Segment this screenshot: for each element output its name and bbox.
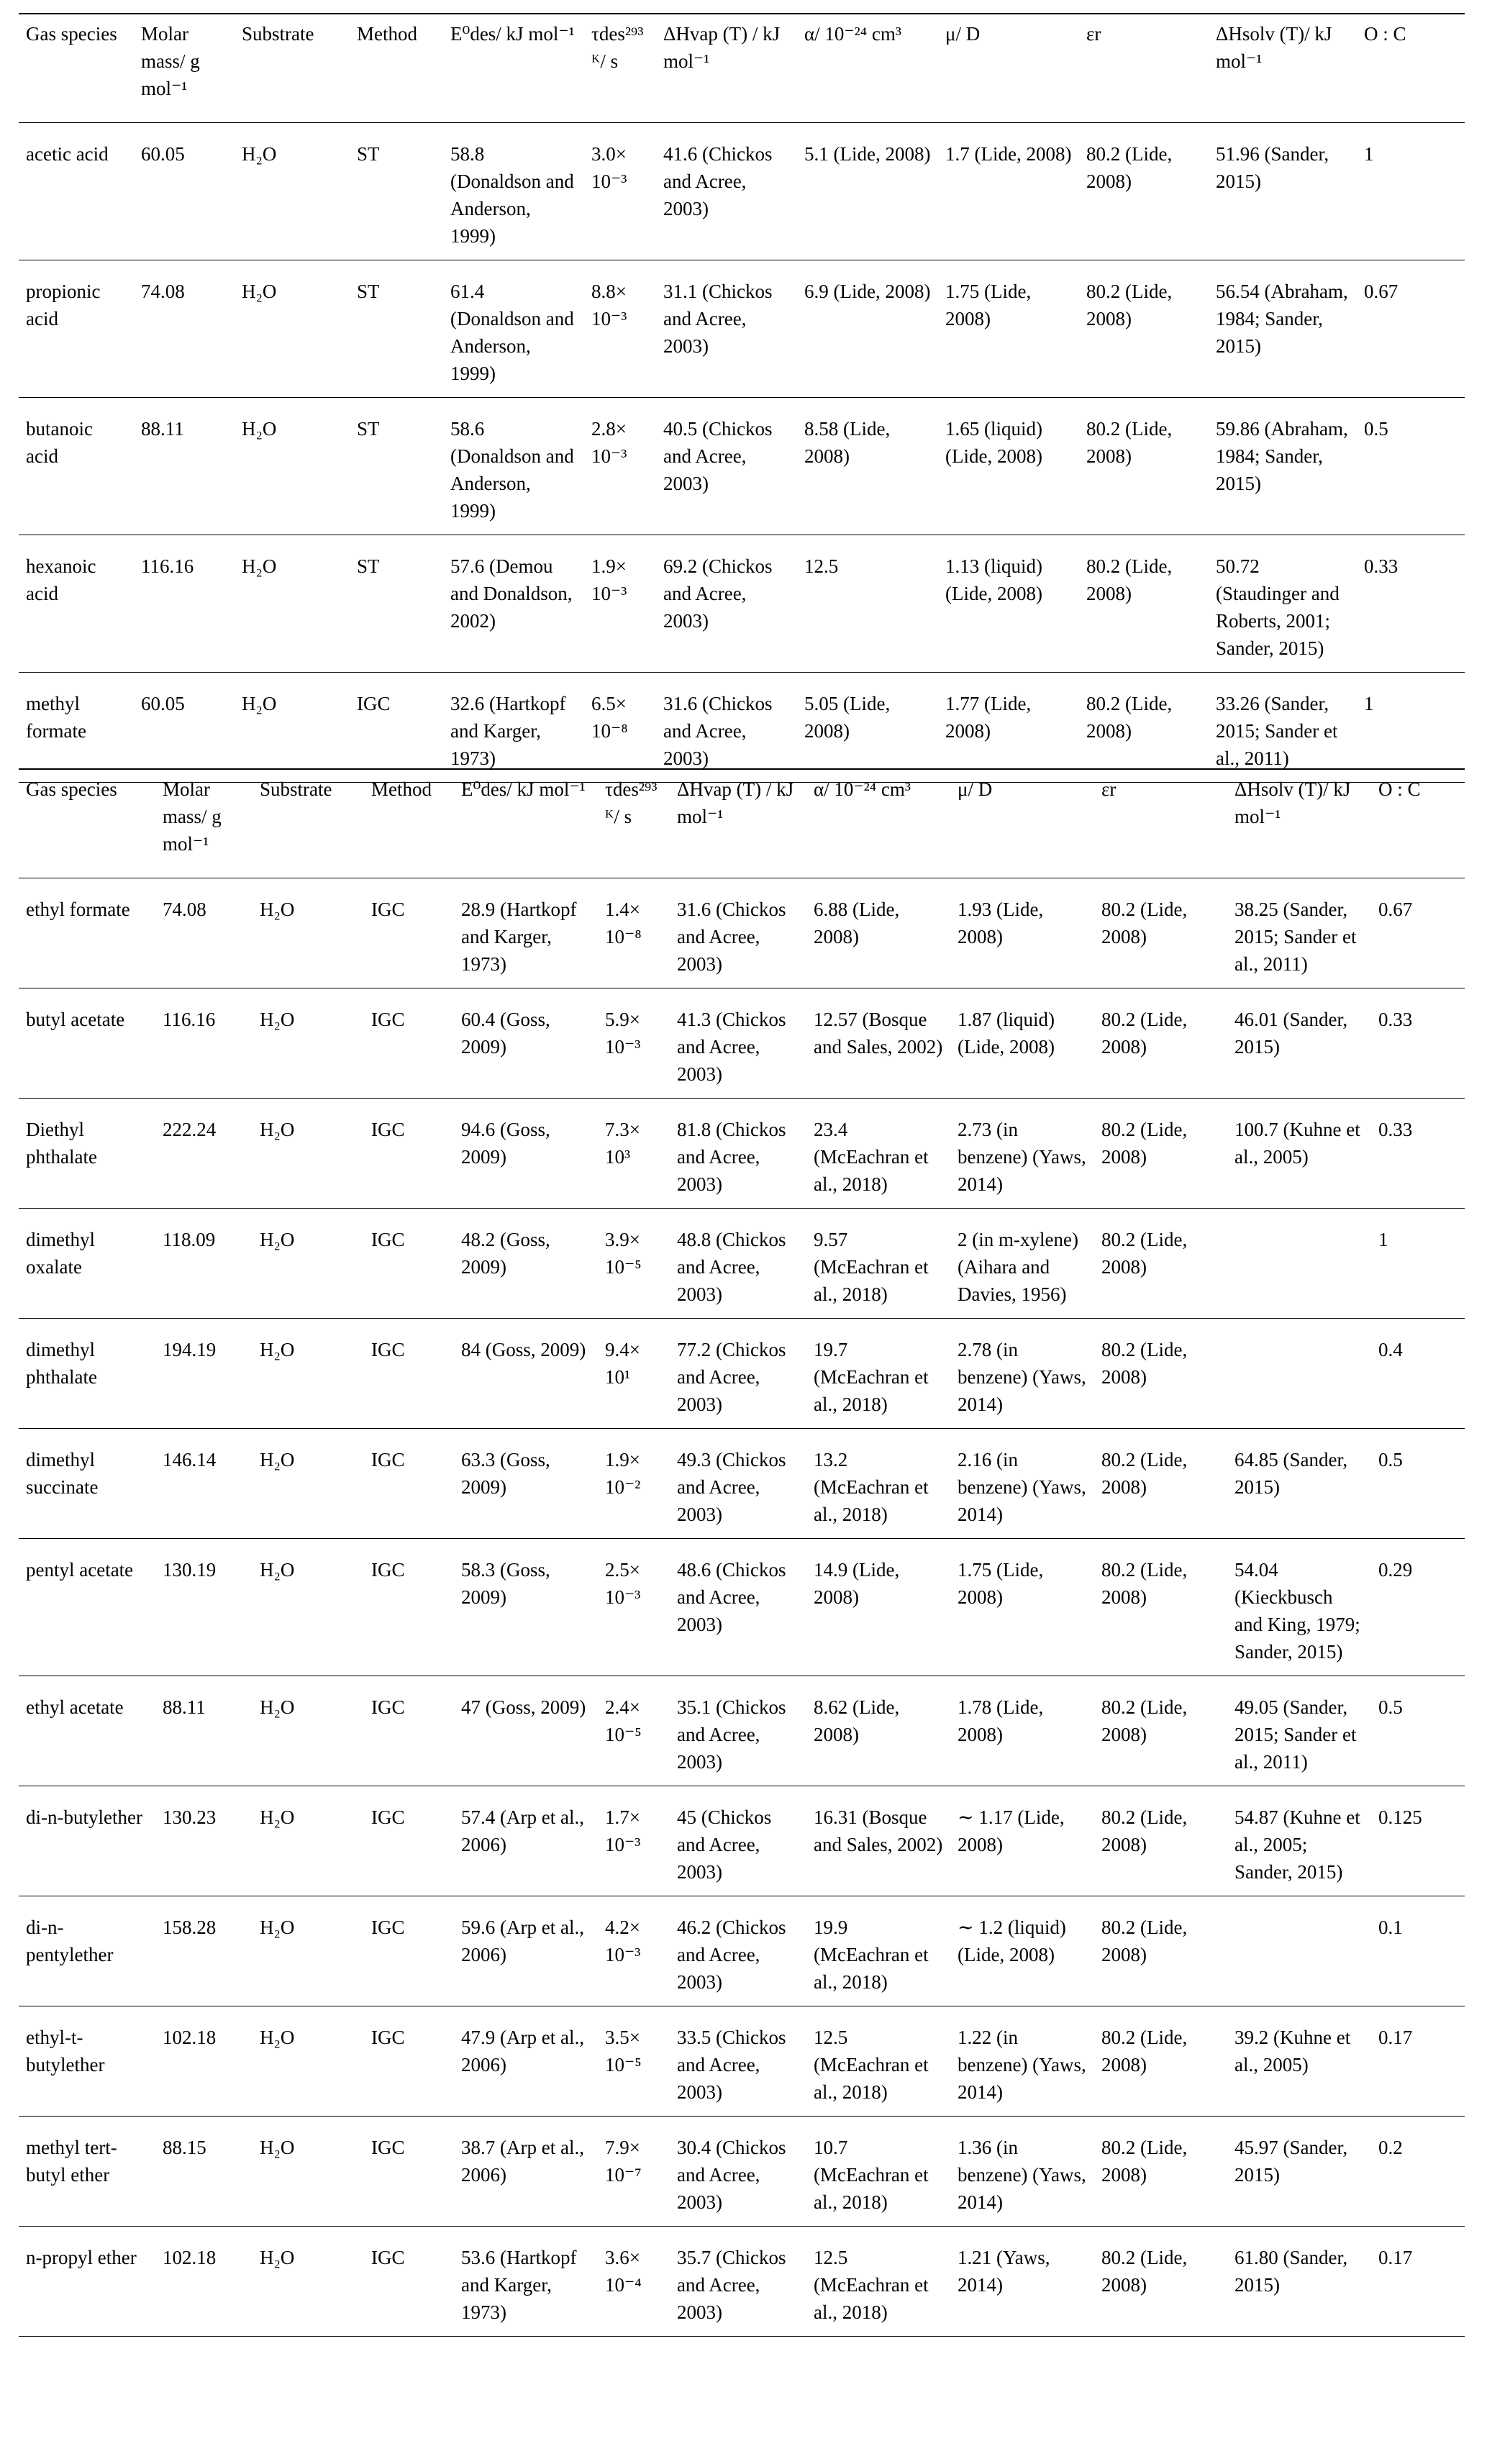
substrate-cell: H₂O [260, 1449, 295, 1470]
polarizability-cell: 23.4 (McEachran et al., 2018) [814, 1119, 929, 1195]
solvation-enthalpy-cell: 50.72 (Staudinger and Roberts, 2001; Sander, 2015) [1216, 555, 1340, 659]
vaporization-enthalpy-cell: 33.5 (Chickos and Acree, 2003) [677, 2027, 786, 2103]
dipole-moment-cell: 1.13 (liquid) (Lide, 2008) [945, 555, 1042, 604]
oc-ratio-cell: 0.17 [1378, 2027, 1413, 2048]
gas-species-cell: methyl tert-butyl ether [26, 2137, 117, 2186]
table-row [19, 1896, 1465, 2006]
desorption-lifetime-cell: 3.9× 10⁻⁵ [605, 1229, 642, 1278]
header-desorption-energy: E⁰des/ kJ mol⁻¹ [461, 778, 586, 800]
polarizability-cell: 9.57 (McEachran et al., 2018) [814, 1229, 929, 1305]
permittivity-cell: 80.2 (Lide, 2008) [1101, 1917, 1188, 1965]
polarizability-cell: 13.2 (McEachran et al., 2018) [814, 1449, 929, 1525]
solvation-enthalpy-cell: 33.26 (Sander, 2015; Sander et al., 2011) [1216, 693, 1338, 769]
permittivity-cell: 80.2 (Lide, 2008) [1101, 2247, 1188, 2296]
molar-mass-cell: 222.24 [163, 1119, 217, 1140]
dipole-moment-cell: ∼ 1.2 (liquid) (Lide, 2008) [958, 1917, 1066, 1965]
polarizability-cell: 12.57 (Bosque and Sales, 2002) [814, 1009, 943, 1058]
substrate-cell: H₂O [242, 418, 277, 440]
solvation-enthalpy-cell: 49.05 (Sander, 2015; Sander et al., 2011) [1234, 1696, 1357, 1773]
permittivity-cell: 80.2 (Lide, 2008) [1101, 1696, 1188, 1745]
desorption-energy-cell: 58.6 (Donaldson and Anderson, 1999) [450, 418, 574, 522]
desorption-lifetime-cell: 9.4× 10¹ [605, 1339, 640, 1388]
table-row [19, 2117, 1465, 2227]
header-substrate: Substrate [242, 23, 314, 45]
dipole-moment-cell: 1.21 (Yaws, 2014) [958, 2247, 1050, 2296]
dipole-moment-cell: 1.75 (Lide, 2008) [945, 281, 1032, 329]
header-permittivity: εr [1101, 778, 1117, 800]
desorption-lifetime-cell: 1.9× 10⁻³ [591, 555, 627, 604]
table-body [19, 878, 1465, 2337]
oc-ratio-cell: 0.33 [1378, 1009, 1413, 1030]
dipole-moment-cell: 1.77 (Lide, 2008) [945, 693, 1032, 742]
desorption-energy-cell: 57.4 (Arp et al., 2006) [461, 1806, 584, 1855]
molar-mass-cell: 116.16 [141, 555, 194, 577]
oc-ratio-cell: 0.67 [1378, 899, 1413, 920]
table-row [19, 1786, 1465, 1896]
properties-table-part-2 [19, 768, 1465, 2337]
permittivity-cell: 80.2 (Lide, 2008) [1101, 899, 1188, 947]
dipole-moment-cell: 1.93 (Lide, 2008) [958, 899, 1044, 947]
desorption-lifetime-cell: 1.9× 10⁻² [605, 1449, 641, 1498]
method-cell: ST [357, 143, 380, 165]
molar-mass-cell: 130.23 [163, 1806, 217, 1828]
desorption-lifetime-cell: 1.7× 10⁻³ [605, 1806, 641, 1855]
header-gas-species: Gas species [26, 778, 117, 800]
vaporization-enthalpy-cell: 31.6 (Chickos and Acree, 2003) [677, 899, 786, 975]
polarizability-cell: 5.1 (Lide, 2008) [804, 143, 931, 165]
substrate-cell: H₂O [260, 1696, 295, 1718]
polarizability-cell: 6.9 (Lide, 2008) [804, 281, 931, 302]
solvation-enthalpy-cell: 100.7 (Kuhne et al., 2005) [1234, 1119, 1360, 1168]
gas-species-cell: butyl acetate [26, 1009, 125, 1030]
molar-mass-cell: 74.08 [163, 899, 206, 920]
permittivity-cell: 80.2 (Lide, 2008) [1101, 1339, 1188, 1388]
method-cell: IGC [371, 2027, 405, 2048]
permittivity-cell: 80.2 (Lide, 2008) [1101, 1229, 1188, 1278]
polarizability-cell: 12.5 (McEachran et al., 2018) [814, 2027, 929, 2103]
header-solvation-enthalpy: ΔHsolv (T)/ kJ mol⁻¹ [1234, 778, 1351, 827]
vaporization-enthalpy-cell: 81.8 (Chickos and Acree, 2003) [677, 1119, 786, 1195]
molar-mass-cell: 88.15 [163, 2137, 206, 2158]
header-polarizability: α/ 10⁻²⁴ cm³ [804, 23, 901, 45]
permittivity-cell: 80.2 (Lide, 2008) [1101, 1449, 1188, 1498]
table-row [19, 1539, 1465, 1676]
method-cell: IGC [371, 1917, 405, 1938]
header-oc-ratio: O : C [1378, 778, 1421, 800]
table-row [19, 123, 1465, 260]
permittivity-cell: 80.2 (Lide, 2008) [1086, 281, 1173, 329]
table-row [19, 1429, 1465, 1539]
desorption-lifetime-cell: 7.9× 10⁻⁷ [605, 2137, 642, 2186]
dipole-moment-cell: 1.22 (in benzene) (Yaws, 2014) [958, 2027, 1086, 2103]
gas-species-cell: butanoic acid [26, 418, 93, 467]
gas-species-cell: ethyl formate [26, 899, 130, 920]
oc-ratio-cell: 0.5 [1364, 418, 1388, 440]
oc-ratio-cell: 0.17 [1378, 2247, 1413, 2268]
desorption-energy-cell: 58.3 (Goss, 2009) [461, 1559, 550, 1608]
molar-mass-cell: 158.28 [163, 1917, 217, 1938]
substrate-cell: H₂O [260, 2027, 295, 2048]
desorption-lifetime-cell: 2.8× 10⁻³ [591, 418, 627, 467]
desorption-lifetime-cell: 1.4× 10⁻⁸ [605, 899, 642, 947]
vaporization-enthalpy-cell: 31.6 (Chickos and Acree, 2003) [663, 693, 773, 769]
permittivity-cell: 80.2 (Lide, 2008) [1101, 2137, 1188, 2186]
vaporization-enthalpy-cell: 48.8 (Chickos and Acree, 2003) [677, 1229, 786, 1305]
polarizability-cell: 8.62 (Lide, 2008) [814, 1696, 900, 1745]
substrate-cell: H₂O [242, 693, 277, 714]
header-molar-mass: Molar mass/ g mol⁻¹ [163, 778, 222, 855]
molar-mass-cell: 74.08 [141, 281, 185, 302]
oc-ratio-cell: 0.33 [1378, 1119, 1413, 1140]
substrate-cell: H₂O [260, 1119, 295, 1140]
substrate-cell: H₂O [260, 1339, 295, 1360]
oc-ratio-cell: 0.125 [1378, 1806, 1422, 1828]
header-method: Method [357, 23, 417, 45]
method-cell: IGC [357, 693, 391, 714]
desorption-lifetime-cell: 3.6× 10⁻⁴ [605, 2247, 642, 2296]
polarizability-cell: 10.7 (McEachran et al., 2018) [814, 2137, 929, 2213]
permittivity-cell: 80.2 (Lide, 2008) [1101, 2027, 1188, 2076]
desorption-energy-cell: 48.2 (Goss, 2009) [461, 1229, 550, 1278]
molar-mass-cell: 88.11 [163, 1696, 206, 1718]
substrate-cell: H₂O [242, 143, 277, 165]
vaporization-enthalpy-cell: 35.1 (Chickos and Acree, 2003) [677, 1696, 786, 1773]
header-molar-mass: Molar mass/ g mol⁻¹ [141, 23, 200, 99]
method-cell: IGC [371, 1339, 405, 1360]
table-row [19, 260, 1465, 398]
dipole-moment-cell: 1.78 (Lide, 2008) [958, 1696, 1044, 1745]
vaporization-enthalpy-cell: 41.3 (Chickos and Acree, 2003) [677, 1009, 786, 1085]
method-cell: IGC [371, 1696, 405, 1718]
oc-ratio-cell: 0.4 [1378, 1339, 1403, 1360]
desorption-energy-cell: 53.6 (Hartkopf and Karger, 1973) [461, 2247, 577, 2323]
table-row [19, 988, 1465, 1099]
vaporization-enthalpy-cell: 46.2 (Chickos and Acree, 2003) [677, 1917, 786, 1993]
polarizability-cell: 5.05 (Lide, 2008) [804, 693, 891, 742]
header-solvation-enthalpy: ΔHsolv (T)/ kJ mol⁻¹ [1216, 23, 1332, 72]
desorption-lifetime-cell: 2.5× 10⁻³ [605, 1559, 641, 1608]
desorption-lifetime-cell: 3.0× 10⁻³ [591, 143, 627, 192]
header-substrate: Substrate [260, 778, 332, 800]
polarizability-cell: 14.9 (Lide, 2008) [814, 1559, 900, 1608]
method-cell: IGC [371, 1806, 405, 1828]
gas-species-cell: n-propyl ether [26, 2247, 137, 2268]
vaporization-enthalpy-cell: 49.3 (Chickos and Acree, 2003) [677, 1449, 786, 1525]
oc-ratio-cell: 1 [1364, 143, 1374, 165]
table-row [19, 1676, 1465, 1786]
vaporization-enthalpy-cell: 30.4 (Chickos and Acree, 2003) [677, 2137, 786, 2213]
dipole-moment-cell: 1.87 (liquid) (Lide, 2008) [958, 1009, 1055, 1058]
vaporization-enthalpy-cell: 69.2 (Chickos and Acree, 2003) [663, 555, 773, 632]
molar-mass-cell: 130.19 [163, 1559, 217, 1581]
gas-species-cell: propionic acid [26, 281, 101, 329]
vaporization-enthalpy-cell: 41.6 (Chickos and Acree, 2003) [663, 143, 773, 219]
header-vaporization-enthalpy: ΔHvap (T) / kJ mol⁻¹ [677, 778, 794, 827]
gas-species-cell: pentyl acetate [26, 1559, 134, 1581]
gas-species-cell: methyl formate [26, 693, 86, 742]
substrate-cell: H₂O [260, 1917, 295, 1938]
polarizability-cell: 12.5 [804, 555, 839, 577]
molar-mass-cell: 102.18 [163, 2027, 217, 2048]
table-body [19, 123, 1465, 783]
solvation-enthalpy-cell: 46.01 (Sander, 2015) [1234, 1009, 1348, 1058]
desorption-lifetime-cell: 2.4× 10⁻⁵ [605, 1696, 642, 1745]
substrate-cell: H₂O [260, 2137, 295, 2158]
gas-species-cell: di-n-butylether [26, 1806, 142, 1828]
vaporization-enthalpy-cell: 31.1 (Chickos and Acree, 2003) [663, 281, 773, 357]
dipole-moment-cell: 2 (in m-xylene) (Aihara and Davies, 1956) [958, 1229, 1078, 1305]
header-method: Method [371, 778, 432, 800]
solvation-enthalpy-cell: 51.96 (Sander, 2015) [1216, 143, 1329, 192]
solvation-enthalpy-cell: 38.25 (Sander, 2015; Sander et al., 2011) [1234, 899, 1357, 975]
dipole-moment-cell: 2.78 (in benzene) (Yaws, 2014) [958, 1339, 1086, 1415]
substrate-cell: H₂O [242, 555, 277, 577]
dipole-moment-cell: 1.75 (Lide, 2008) [958, 1559, 1044, 1608]
vaporization-enthalpy-cell: 40.5 (Chickos and Acree, 2003) [663, 418, 773, 494]
desorption-energy-cell: 63.3 (Goss, 2009) [461, 1449, 550, 1498]
substrate-cell: H₂O [242, 281, 277, 302]
method-cell: IGC [371, 1009, 405, 1030]
solvation-enthalpy-cell: 54.87 (Kuhne et al., 2005; Sander, 2015) [1234, 1806, 1360, 1883]
dipole-moment-cell: 1.65 (liquid) (Lide, 2008) [945, 418, 1042, 467]
header-permittivity: εr [1086, 23, 1101, 45]
gas-species-cell: ethyl-t-butylether [26, 2027, 105, 2076]
desorption-energy-cell: 84 (Goss, 2009) [461, 1339, 586, 1360]
table-row [19, 2227, 1465, 2337]
gas-species-cell: Diethyl phthalate [26, 1119, 97, 1168]
molar-mass-cell: 60.05 [141, 693, 185, 714]
gas-species-cell: dimethyl oxalate [26, 1229, 95, 1278]
header-desorption-lifetime: τdes²⁹³ ᴷ/ s [605, 778, 658, 827]
desorption-energy-cell: 61.4 (Donaldson and Anderson, 1999) [450, 281, 574, 384]
solvation-enthalpy-cell: 45.97 (Sander, 2015) [1234, 2137, 1348, 2186]
header-vaporization-enthalpy: ΔHvap (T) / kJ mol⁻¹ [663, 23, 781, 72]
desorption-energy-cell: 47 (Goss, 2009) [461, 1696, 586, 1718]
molar-mass-cell: 146.14 [163, 1449, 217, 1470]
header-polarizability: α/ 10⁻²⁴ cm³ [814, 778, 911, 800]
table-row [19, 398, 1465, 535]
header-desorption-energy: E⁰des/ kJ mol⁻¹ [450, 23, 575, 45]
desorption-energy-cell: 94.6 (Goss, 2009) [461, 1119, 550, 1168]
substrate-cell: H₂O [260, 1806, 295, 1828]
table-row [19, 1209, 1465, 1319]
method-cell: ST [357, 418, 380, 440]
desorption-energy-cell: 32.6 (Hartkopf and Karger, 1973) [450, 693, 566, 769]
substrate-cell: H₂O [260, 899, 295, 920]
oc-ratio-cell: 1 [1378, 1229, 1388, 1250]
oc-ratio-cell: 0.2 [1378, 2137, 1403, 2158]
vaporization-enthalpy-cell: 77.2 (Chickos and Acree, 2003) [677, 1339, 786, 1415]
solvation-enthalpy-cell: 64.85 (Sander, 2015) [1234, 1449, 1348, 1498]
desorption-energy-cell: 57.6 (Demou and Donaldson, 2002) [450, 555, 573, 632]
polarizability-cell: 12.5 (McEachran et al., 2018) [814, 2247, 929, 2323]
desorption-energy-cell: 60.4 (Goss, 2009) [461, 1009, 550, 1058]
table-row [19, 1319, 1465, 1429]
header-dipole-moment: μ/ D [958, 778, 993, 800]
table-row [19, 878, 1465, 988]
desorption-energy-cell: 58.8 (Donaldson and Anderson, 1999) [450, 143, 574, 247]
vaporization-enthalpy-cell: 48.6 (Chickos and Acree, 2003) [677, 1559, 786, 1635]
solvation-enthalpy-cell [1227, 1896, 1371, 2006]
permittivity-cell: 80.2 (Lide, 2008) [1086, 418, 1173, 467]
method-cell: IGC [371, 899, 405, 920]
header-desorption-lifetime: τdes²⁹³ ᴷ/ s [591, 23, 644, 72]
oc-ratio-cell: 0.33 [1364, 555, 1399, 577]
gas-species-cell: dimethyl succinate [26, 1449, 99, 1498]
polarizability-cell: 19.7 (McEachran et al., 2018) [814, 1339, 929, 1415]
dipole-moment-cell: 1.7 (Lide, 2008) [945, 143, 1072, 165]
solvation-enthalpy-cell [1227, 1319, 1371, 1429]
polarizability-cell: 6.88 (Lide, 2008) [814, 899, 900, 947]
oc-ratio-cell: 0.5 [1378, 1696, 1403, 1718]
method-cell: IGC [371, 1559, 405, 1581]
desorption-energy-cell: 28.9 (Hartkopf and Karger, 1973) [461, 899, 577, 975]
oc-ratio-cell: 0.29 [1378, 1559, 1413, 1581]
solvation-enthalpy-cell: 39.2 (Kuhne et al., 2005) [1234, 2027, 1351, 2076]
permittivity-cell: 80.2 (Lide, 2008) [1086, 555, 1173, 604]
header-gas-species: Gas species [26, 23, 117, 45]
dipole-moment-cell: ∼ 1.17 (Lide, 2008) [958, 1806, 1065, 1855]
table-row [19, 535, 1465, 673]
permittivity-cell: 80.2 (Lide, 2008) [1086, 693, 1173, 742]
polarizability-cell: 16.31 (Bosque and Sales, 2002) [814, 1806, 943, 1855]
permittivity-cell: 80.2 (Lide, 2008) [1086, 143, 1173, 192]
dipole-moment-cell: 2.73 (in benzene) (Yaws, 2014) [958, 1119, 1086, 1195]
solvation-enthalpy-cell [1227, 1209, 1371, 1319]
table-row [19, 673, 1465, 783]
solvation-enthalpy-cell: 59.86 (Abraham, 1984; Sander, 2015) [1216, 418, 1348, 494]
method-cell: IGC [371, 1229, 405, 1250]
oc-ratio-cell: 1 [1364, 693, 1374, 714]
table-row [19, 1099, 1465, 1209]
method-cell: ST [357, 555, 380, 577]
vaporization-enthalpy-cell: 35.7 (Chickos and Acree, 2003) [677, 2247, 786, 2323]
substrate-cell: H₂O [260, 2247, 295, 2268]
dipole-moment-cell: 2.16 (in benzene) (Yaws, 2014) [958, 1449, 1086, 1525]
substrate-cell: H₂O [260, 1009, 295, 1030]
oc-ratio-cell: 0.67 [1364, 281, 1399, 302]
gas-species-cell: dimethyl phthalate [26, 1339, 97, 1388]
desorption-lifetime-cell: 3.5× 10⁻⁵ [605, 2027, 642, 2076]
permittivity-cell: 80.2 (Lide, 2008) [1101, 1119, 1188, 1168]
gas-species-cell: acetic acid [26, 143, 109, 165]
properties-table-part-1 [19, 13, 1465, 783]
molar-mass-cell: 102.18 [163, 2247, 217, 2268]
method-cell: IGC [371, 2247, 405, 2268]
desorption-lifetime-cell: 5.9× 10⁻³ [605, 1009, 641, 1058]
gas-species-cell: ethyl acetate [26, 1696, 124, 1718]
header-oc-ratio: O : C [1364, 23, 1406, 45]
oc-ratio-cell: 0.5 [1378, 1449, 1403, 1470]
method-cell: IGC [371, 2137, 405, 2158]
method-cell: IGC [371, 1119, 405, 1140]
solvation-enthalpy-cell: 61.80 (Sander, 2015) [1234, 2247, 1348, 2296]
table-row [19, 2006, 1465, 2117]
permittivity-cell: 80.2 (Lide, 2008) [1101, 1009, 1188, 1058]
method-cell: IGC [371, 1449, 405, 1470]
solvation-enthalpy-cell: 56.54 (Abraham, 1984; Sander, 2015) [1216, 281, 1348, 357]
vaporization-enthalpy-cell: 45 (Chickos and Acree, 2003) [677, 1806, 772, 1883]
solvation-enthalpy-cell: 54.04 (Kieckbusch and King, 1979; Sander, 2015) [1234, 1559, 1360, 1663]
desorption-energy-cell: 47.9 (Arp et al., 2006) [461, 2027, 584, 2076]
molar-mass-cell: 88.11 [141, 418, 184, 440]
desorption-lifetime-cell: 4.2× 10⁻³ [605, 1917, 641, 1965]
header-dipole-moment: μ/ D [945, 23, 981, 45]
molar-mass-cell: 60.05 [141, 143, 185, 165]
gas-species-cell: hexanoic acid [26, 555, 96, 604]
method-cell: ST [357, 281, 380, 302]
molar-mass-cell: 118.09 [163, 1229, 216, 1250]
header-row [19, 769, 1465, 878]
permittivity-cell: 80.2 (Lide, 2008) [1101, 1559, 1188, 1608]
molar-mass-cell: 194.19 [163, 1339, 217, 1360]
desorption-lifetime-cell: 8.8× 10⁻³ [591, 281, 627, 329]
substrate-cell: H₂O [260, 1229, 295, 1250]
substrate-cell: H₂O [260, 1559, 295, 1581]
permittivity-cell: 80.2 (Lide, 2008) [1101, 1806, 1188, 1855]
desorption-energy-cell: 38.7 (Arp et al., 2006) [461, 2137, 584, 2186]
gas-species-cell: di-n-pentylether [26, 1917, 114, 1965]
desorption-lifetime-cell: 6.5× 10⁻⁸ [591, 693, 628, 742]
oc-ratio-cell: 0.1 [1378, 1917, 1403, 1938]
desorption-lifetime-cell: 7.3× 10³ [605, 1119, 640, 1168]
polarizability-cell: 8.58 (Lide, 2008) [804, 418, 891, 467]
header-row [19, 14, 1465, 123]
polarizability-cell: 19.9 (McEachran et al., 2018) [814, 1917, 929, 1993]
desorption-energy-cell: 59.6 (Arp et al., 2006) [461, 1917, 584, 1965]
dipole-moment-cell: 1.36 (in benzene) (Yaws, 2014) [958, 2137, 1086, 2213]
molar-mass-cell: 116.16 [163, 1009, 216, 1030]
